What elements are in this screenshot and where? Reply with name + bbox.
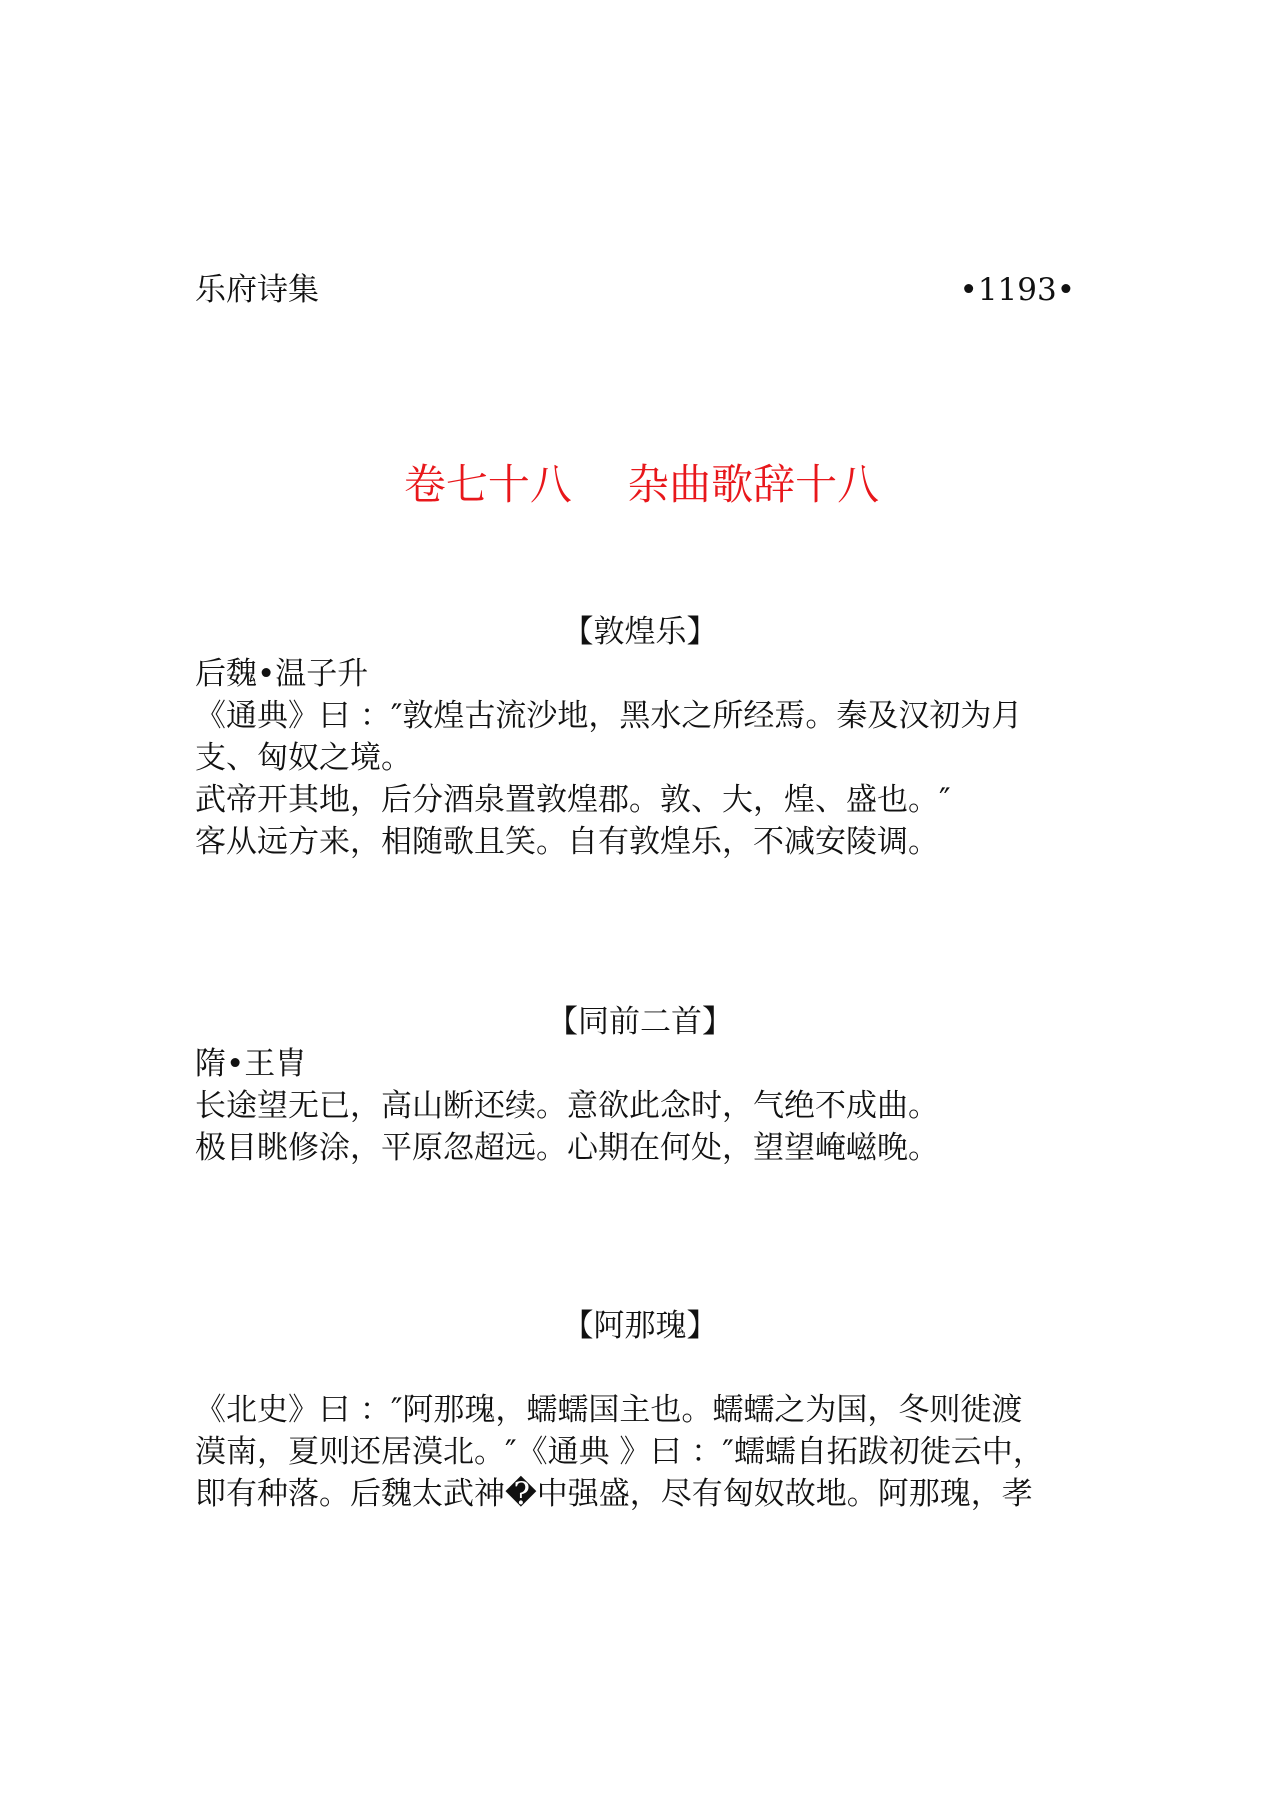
blank-line xyxy=(195,1347,1085,1389)
section-title: 【敦煌乐】 xyxy=(562,614,718,650)
page-header xyxy=(195,268,1075,312)
section-title: 【阿那瑰】 xyxy=(562,1308,718,1344)
section-title: 【同前二首】 xyxy=(547,1004,733,1040)
text-line: 《通典》曰 ：″敦煌古流沙地，黑水之所经焉。秦及汉初为月 xyxy=(195,698,1023,734)
chapter-title: 卷七十八 杂曲歌辞十八 xyxy=(403,460,880,509)
text-line: 武帝开其地，后分酒泉置敦煌郡。敦、大，煌、盛也。″ xyxy=(195,782,951,818)
author-line: 隋•王胄 xyxy=(195,1046,307,1082)
text-line: 支、匈奴之境。 xyxy=(195,740,412,776)
poem-line: 客从远方来，相随歌且笑。自有敦煌乐，不减安陵调。 xyxy=(195,824,939,860)
poem-line: 极目眺修涂，平原忽超远。心期在何处，望望崦嵫晚。 xyxy=(195,1130,939,1166)
text-line: 漠南，夏则还居漠北。″《通典 》曰 ：″蠕蠕自拓跋初徙云中， xyxy=(195,1434,1044,1470)
section-a-na-gui xyxy=(195,1305,1085,1515)
book-title: 乐府诗集 xyxy=(195,272,319,308)
page-number: •1193• xyxy=(959,272,1075,308)
author-line: 后魏•温子升 xyxy=(195,656,369,692)
poem-line: 长途望无已，高山断还续。意欲此念时，气绝不成曲。 xyxy=(195,1088,939,1124)
section-tong-qian-er-shou xyxy=(195,1001,1085,1169)
text-line: 《北史》曰 ：″阿那瑰，蠕蠕国主也。蠕蠕之为国，冬则徙渡 xyxy=(195,1392,1023,1428)
text-line: 即有种落。后魏太武神�中强盛，尽有匈奴故地。阿那瑰，孝 xyxy=(195,1476,1033,1512)
section-dunhuang-le xyxy=(195,611,1085,863)
